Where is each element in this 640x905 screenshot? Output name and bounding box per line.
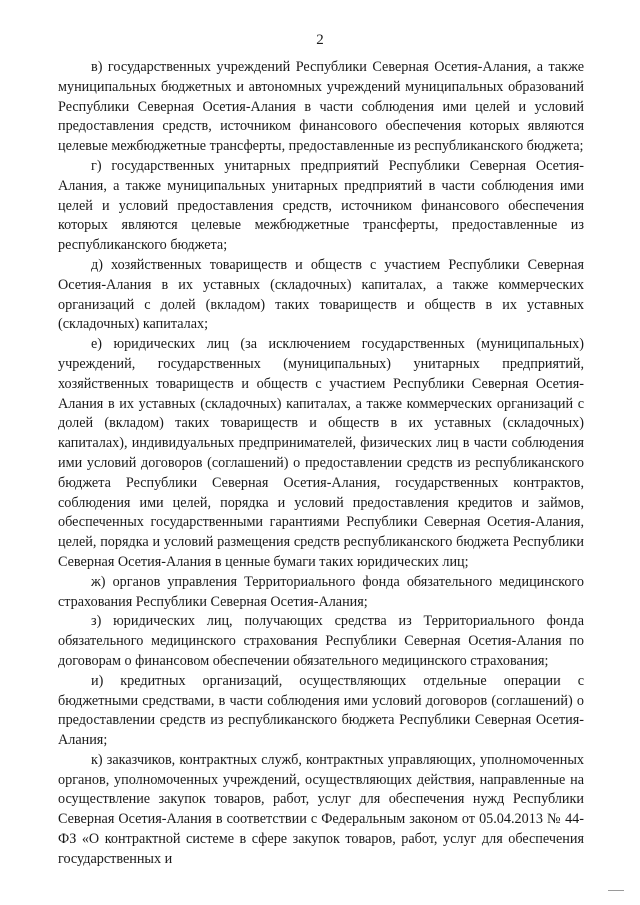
paragraph-g: г) государственных унитарных предприятий Республики Северная Осетия-Алания, а также муниципальных унитарных предприятий в части соблюдения ими целей и условий предоставления средств, источником финансового обеспечения которых являются целевые межбюджетные трансферты, предоставленные из республиканского бюджета;: [58, 157, 584, 254]
paragraph-z: з) юридических лиц, получающих средства из Территориального фонда обязательного медицинского страхования Республики Северная Осетия-Алания по договорам о финансовом обеспечении обязательного медицинского страхования;: [58, 613, 584, 669]
scan-edge-mark: [608, 890, 624, 891]
paragraph-d: д) хозяйственных товариществ и обществ с участием Республики Северная Осетия-Алания в их уставных (складочных) капиталах, а также коммерческих организаций с долей (вкладом) таких товариществ и обществ в их уставных (складочных) капиталах;: [58, 256, 584, 333]
document-body: [58, 58, 584, 870]
paragraph-k: к) заказчиков, контрактных служб, контрактных управляющих, уполномоченных органов, уполномоченных учреждений, осуществляющих действия, направленные на осуществление закупок товаров, работ, услуг для обеспечения нужд Республики Северная Осетия-Алания в соответствии с Федеральным законом от 05.04.2013 № 44-ФЗ «О контрактной системе в сфере закупок товаров, работ, услуг для обеспечения государственных и: [58, 751, 584, 867]
paragraph-i: и) кредитных организаций, осуществляющих отдельные операции с бюджетными средствами, в части соблюдения ими условий договоров (соглашений) о предоставлении средств из республиканского бюджета Республики Северная Осетия-Алания;: [58, 672, 584, 749]
paragraph-zh: ж) органов управления Территориального фонда обязательного медицинского страхования Республики Северная Осетия-Алания;: [58, 573, 584, 610]
paragraph-v: в) государственных учреждений Республики Северная Осетия-Алания, а также муниципальных бюджетных и автономных учреждений муниципальных образований Республики Северная Осетия-Алания в части соблюдения ими целей и условий предоставления средств, источником финансового обеспечения которых являются целевые межбюджетные трансферты, предоставленные из республиканского бюджета;: [58, 59, 584, 155]
page-number: 2: [316, 32, 324, 48]
paragraph-e: е) юридических лиц (за исключением государственных (муниципальных) учреждений, государственных (муниципальных) унитарных предприятий, хозяйственных товариществ и обществ с участием Республики Северная Осетия-Алания в их уставных (складочных) капиталах, а также коммерческих организаций с долей (вкладом) таких товариществ и обществ в их уставных (складочных) капиталах), индивидуальных предпринимателей, физических лиц в части соблюдения ими условий договоров (соглашений) о предоставлении средств из республиканского бюджета Республики Северная Осетия-Алания, государственных контрактов, соблюдения ими целей, порядка и условий предоставления кредитов и займов, обеспеченных государственными гарантиями Республики Северная Осетия-Алания, целей, порядка и условий размещения средств республиканского бюджета Республики Северная Осетия-Алания в ценные бумаги таких юридических лиц;: [58, 336, 584, 570]
